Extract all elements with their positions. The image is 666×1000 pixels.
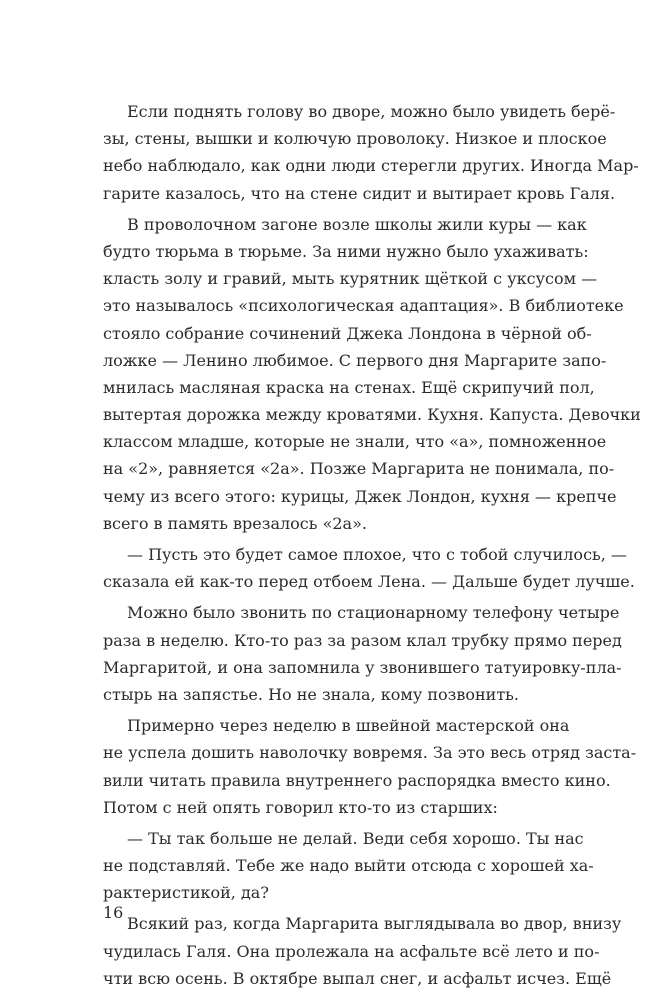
- text-line: зы, стены, вышки и колючую проволоку. Низкое и плоское: [103, 129, 607, 149]
- text-line: ложке — Ленино любимое. С первого дня Маргарите запо-: [103, 350, 607, 370]
- text-line: Потом с ней опять говорил кто-то из старших:: [103, 797, 498, 817]
- text-line: не успела дошить наволочку вовремя. За это весь отряд заста-: [103, 743, 637, 763]
- paragraph: [103, 541, 635, 595]
- text-line: вили читать правила внутреннего распорядка вместо кино.: [103, 770, 611, 790]
- paragraph: [103, 599, 622, 708]
- body-text: [103, 98, 641, 992]
- text-line: Можно было звонить по стационарному телефону четыре: [127, 603, 620, 623]
- paragraph: [103, 712, 637, 821]
- paragraph: [103, 211, 641, 537]
- text-line: стырь на запястье. Но не знала, кому позвонить.: [103, 684, 519, 704]
- text-line: чудилась Галя. Она пролежала на асфальте всё лето и по-: [103, 941, 600, 961]
- text-line: Если поднять голову во дворе, можно было увидеть берё-: [127, 102, 616, 121]
- text-line: небо наблюдало, как одни люди стерегли других. Иногда Мар-: [103, 156, 639, 176]
- text-line: всего в память врезалось «2а».: [103, 513, 367, 533]
- text-line: чему из всего этого: курицы, Джек Лондон, кухня — крепче: [103, 486, 617, 506]
- paragraph: [103, 910, 622, 992]
- text-line: на «2», равняется «2а». Позже Маргарита не понимала, по-: [103, 459, 615, 479]
- text-line: В проволочном загоне возле школы жили куры — как: [127, 214, 587, 234]
- text-line: будто тюрьма в тюрьме. За ними нужно было ухаживать:: [103, 241, 589, 261]
- text-line: не подставляй. Тебе же надо выйти отсюда с хорошей ха-: [103, 856, 594, 876]
- page-number: 16: [103, 903, 124, 922]
- text-line: вытертая дорожка между кроватями. Кухня. Капуста. Девочки: [103, 405, 641, 425]
- text-line: чти всю осень. В октябре выпал снег, и асфальт исчез. Ещё: [103, 968, 612, 988]
- text-line: — Пусть это будет самое плохое, что с тобой случилось, —: [127, 545, 627, 564]
- text-line: — Ты так больше не делай. Веди себя хорошо. Ты нас: [127, 828, 584, 848]
- text-line: гарите казалось, что на стене сидит и вытирает кровь Галя.: [103, 183, 616, 203]
- text-line: Всякий раз, когда Маргарита выглядывала во двор, внизу: [127, 914, 622, 934]
- text-line: это называлось «психологическая адаптация». В библиотеке: [103, 296, 624, 316]
- text-line: Примерно через неделю в швейной мастерской она: [127, 716, 570, 736]
- paragraph: [103, 98, 639, 207]
- text-line: мнилась масляная краска на стенах. Ещё скрипучий пол,: [103, 377, 595, 397]
- text-line: стояло собрание сочинений Джека Лондона в чёрной об-: [103, 323, 592, 343]
- text-line: класть золу и гравий, мыть курятник щёткой с уксусом —: [103, 269, 598, 289]
- paragraph: [103, 825, 594, 907]
- text-line: сказала ей как-то перед отбоем Лена. — Дальше будет лучше.: [103, 572, 635, 592]
- text-line: Маргаритой, и она запомнила у звонившего татуировку-пла-: [103, 657, 622, 677]
- text-line: рактеристикой, да?: [103, 883, 269, 903]
- text-line: раза в неделю. Кто-то раз за разом клал трубку прямо перед: [103, 630, 622, 650]
- text-line: классом младше, которые не знали, что «а», помноженное: [103, 432, 607, 452]
